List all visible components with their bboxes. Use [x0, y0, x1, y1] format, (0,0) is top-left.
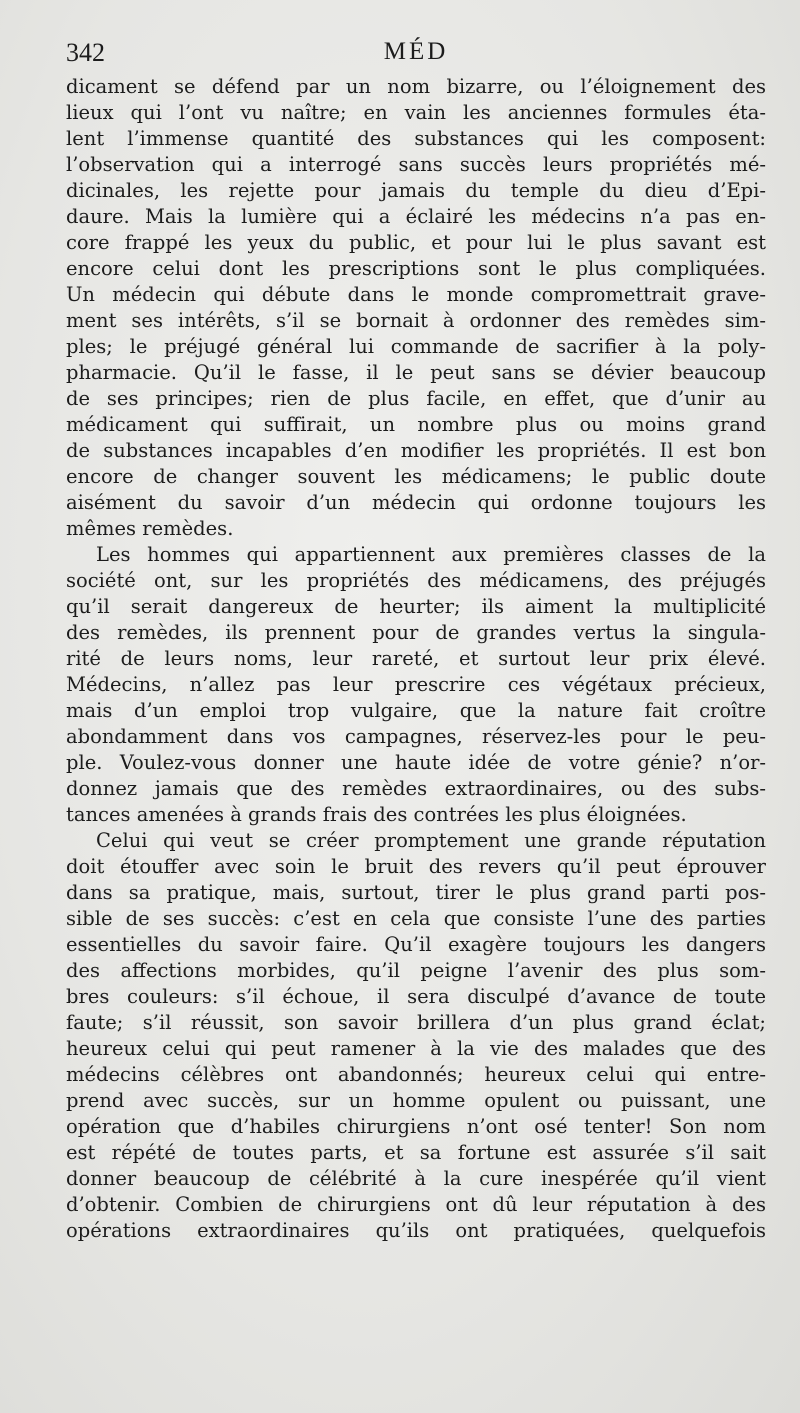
text-line: lent l’immense quantité des substances qui les composent:	[66, 127, 766, 150]
text-line: aisément du savoir d’un médecin qui ordonne toujours les	[66, 491, 766, 514]
page-number: 342	[66, 38, 105, 67]
text-line: des remèdes, ils prennent pour de grandes vertus la singula-	[66, 621, 766, 644]
text-line: prend avec succès, sur un homme opulent ou puissant, une	[66, 1089, 766, 1112]
text-line: lieux qui l’ont vu naître; en vain les anciennes formules éta-	[66, 101, 766, 124]
running-head: MÉD	[383, 38, 449, 65]
text-line: dicament se défend par un nom bizarre, ou l’éloignement des	[66, 75, 766, 98]
text-line: des affections morbides, qu’il peigne l’avenir des plus som-	[66, 959, 766, 982]
text-line: ment ses intérêts, s’il se bornait à ordonner des remèdes sim-	[66, 309, 766, 332]
text-line: sible de ses succès: c’est en cela que consiste l’une des parties	[66, 907, 766, 930]
text-line: dans sa pratique, mais, surtout, tirer le plus grand parti pos-	[66, 881, 766, 904]
text-line: dicinales, les rejette pour jamais du temple du dieu d’Epi-	[66, 179, 766, 202]
text-line: Celui qui veut se créer promptement une grande réputation	[96, 829, 766, 852]
text-line: encore de changer souvent les médicamens; le public doute	[66, 465, 766, 488]
text-line: ples; le préjugé général lui commande de sacrifier à la poly-	[66, 335, 766, 358]
page-header	[66, 38, 766, 72]
text-line: qu’il serait dangereux de heurter; ils aiment la multiplicité	[66, 595, 766, 618]
text-line: donnez jamais que des remèdes extraordinaires, ou des subs-	[66, 777, 766, 800]
text-line: de ses principes; rien de plus facile, en effet, que d’unir au	[66, 387, 766, 410]
text-line: d’obtenir. Combien de chirurgiens ont dû leur réputation à des	[66, 1193, 766, 1216]
text-line: est répété de toutes parts, et sa fortune est assurée s’il sait	[66, 1141, 766, 1164]
text-line: tances amenées à grands frais des contrées les plus éloignées.	[66, 803, 687, 826]
text-line: médicament qui suffirait, un nombre plus ou moins grand	[66, 413, 766, 436]
text-line: encore celui dont les prescriptions sont le plus compliquées.	[66, 257, 766, 280]
text-line: doit étouffer avec soin le bruit des revers qu’il peut éprouver	[66, 855, 766, 878]
text-line: société ont, sur les propriétés des médicamens, des préjugés	[66, 569, 766, 592]
text-line: opération que d’habiles chirurgiens n’ont osé tenter! Son nom	[66, 1115, 766, 1138]
paragraph	[66, 542, 766, 828]
text-line: l’observation qui a interrogé sans succès leurs propriétés mé-	[66, 153, 766, 176]
text-line: de substances incapables d’en modifier les propriétés. Il est bon	[66, 439, 766, 462]
paragraph	[66, 74, 766, 542]
text-line: Les hommes qui appartiennent aux premières classes de la	[96, 543, 766, 566]
text-line: ple. Voulez-vous donner une haute idée de votre génie? n’or-	[66, 751, 766, 774]
text-line: opérations extraordinaires qu’ils ont pratiquées, quelquefois	[66, 1219, 766, 1242]
text-line: core frappé les yeux du public, et pour lui le plus savant est	[66, 231, 766, 254]
text-line: heureux celui qui peut ramener à la vie des malades que des	[66, 1037, 766, 1060]
text-line: bres couleurs: s’il échoue, il sera disculpé d’avance de toute	[66, 985, 766, 1008]
text-line: donner beaucoup de célébrité à la cure inespérée qu’il vient	[66, 1167, 766, 1190]
text-line: Médecins, n’allez pas leur prescrire ces végétaux précieux,	[66, 673, 766, 696]
text-line: rité de leurs noms, leur rareté, et surtout leur prix élevé.	[66, 647, 766, 670]
text-line: Un médecin qui débute dans le monde compromettrait grave-	[66, 283, 766, 306]
text-line: médecins célèbres ont abandonnés; heureux celui qui entre-	[66, 1063, 766, 1086]
text-line: mêmes remèdes.	[66, 517, 234, 540]
text-line: pharmacie. Qu’il le fasse, il le peut sans se dévier beaucoup	[66, 361, 766, 384]
text-line: faute; s’il réussit, son savoir brillera d’un plus grand éclat;	[66, 1011, 766, 1034]
paragraph	[66, 828, 766, 1244]
text-line: daure. Mais la lumière qui a éclairé les médecins n’a pas en-	[66, 205, 766, 228]
text-line: abondamment dans vos campagnes, réservez-les pour le peu-	[66, 725, 766, 748]
text-line: essentielles du savoir faire. Qu’il exagère toujours les dangers	[66, 933, 766, 956]
body-text	[66, 74, 766, 1244]
text-line: mais d’un emploi trop vulgaire, que la nature fait croître	[66, 699, 766, 722]
